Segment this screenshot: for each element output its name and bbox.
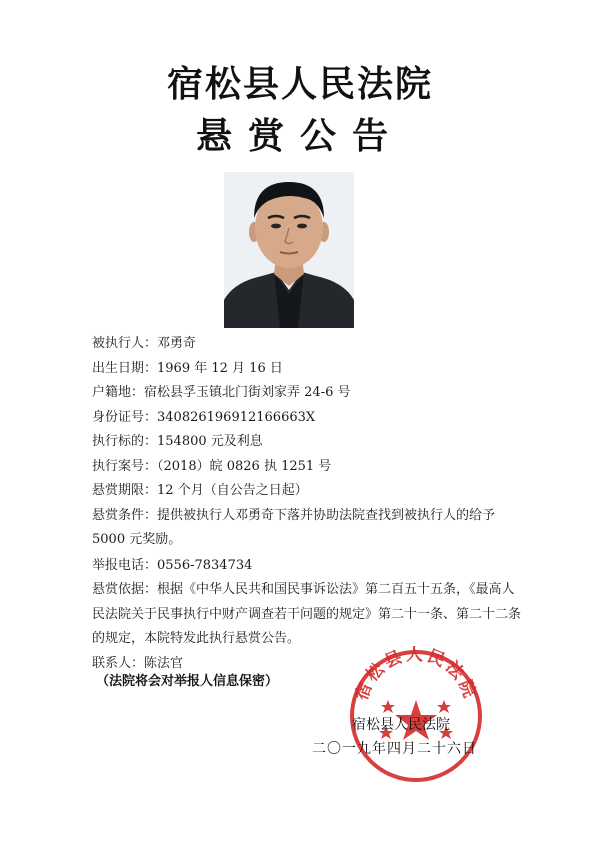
info-fields — [92, 332, 522, 676]
field-label: 悬赏条件： — [92, 507, 158, 523]
field-label: 执行案号： — [92, 458, 158, 474]
signature-date: 二〇一九年四月二十六日 — [312, 741, 477, 757]
field-label: 户籍地： — [92, 385, 145, 400]
notice-title: 悬赏公告 — [195, 116, 404, 157]
portrait-photo — [224, 172, 354, 328]
field-label: 身份证号： — [92, 409, 158, 425]
field-row-name — [92, 332, 522, 357]
confidentiality-note: （法院将会对举报人信息保密） — [96, 674, 279, 689]
field-label: 悬赏期限： — [92, 483, 158, 498]
field-value: 陈法官 — [144, 655, 184, 671]
court-name-heading: 宿松县人民法院 — [166, 64, 433, 105]
field-label: 悬赏依据： — [92, 582, 158, 597]
field-row-domicile — [92, 381, 522, 406]
field-row-reward-period — [92, 479, 522, 504]
field-value: （2018）皖 0826 执 1251 号 — [157, 458, 332, 474]
field-row-id-number — [92, 406, 522, 431]
field-value: 154800 元及利息 — [157, 434, 263, 449]
field-row-birthdate — [92, 357, 522, 382]
field-value: 邓勇奇 — [157, 336, 197, 351]
field-value: 0556-7834734 — [157, 557, 253, 573]
field-label: 联系人： — [92, 655, 145, 671]
field-value: 提供被执行人邓勇奇下落并协助法院查找到被执行人的给予 5000 元奖励。 — [92, 507, 496, 547]
field-value: 340826196912166663X — [157, 409, 316, 425]
field-row-case-number — [92, 455, 522, 480]
field-value: 12 个月（自公告之日起） — [157, 483, 308, 498]
signature-court-name: 宿松县人民法院 — [352, 717, 450, 733]
field-label: 举报电话： — [92, 557, 158, 573]
field-row-legal-basis — [92, 578, 522, 652]
field-row-amount — [92, 430, 522, 455]
field-label: 被执行人： — [92, 336, 158, 351]
field-row-reward-conditions — [92, 504, 522, 553]
field-value: 宿松县孚玉镇北门街刘家弄 24-6 号 — [144, 385, 351, 400]
field-value: 1969 年 12 月 16 日 — [157, 360, 283, 376]
field-label: 执行标的： — [92, 434, 158, 449]
field-value: 根据《中华人民共和国民事诉讼法》第二百五十五条，《最高人民法院关于民事执行中财产调查若干问题的规定》第二十一条、第二十二条的规定，本院特发此执行悬赏公告。 — [92, 582, 522, 646]
svg-text:宿松县人民法院: 宿松县人民法院 — [351, 646, 481, 704]
field-row-hotline — [92, 554, 522, 579]
portrait-figure — [224, 172, 354, 328]
field-label: 出生日期： — [92, 360, 158, 376]
